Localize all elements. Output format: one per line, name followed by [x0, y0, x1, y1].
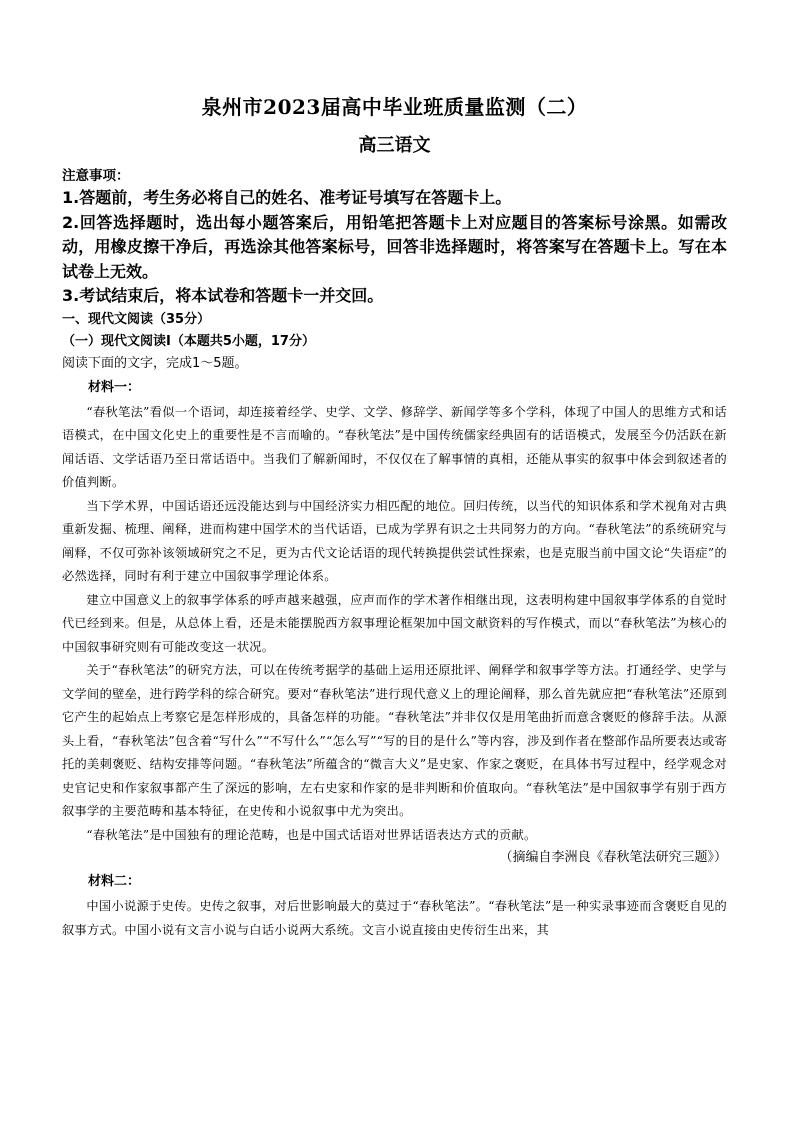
material-one-text [62, 401, 727, 848]
exam-page [62, 92, 727, 942]
notice-item: 1.答题前，考生务必将自己的姓名、准考证号填写在答题卡上。 [62, 188, 512, 207]
material-two-text [62, 895, 727, 942]
paragraph: “春秋笔法”是中国独有的理论范畴，也是中国式话语对世界话语表达方式的贡献。 [86, 827, 537, 842]
material-one-label: 材料一： [88, 379, 141, 395]
exam-subject: 高三语文 [358, 135, 431, 156]
reading-instruction: 阅读下面的文字，完成1～5题。 [62, 355, 248, 371]
notice-block [62, 166, 727, 309]
material-one-source: （摘编自李洲良《春秋笔法研究三题》） [499, 850, 727, 865]
paragraph: “春秋笔法”看似一个语词，却连接着经学、史学、文学、修辞学、新闻学等多个学科，体现了中国人的思维方式和话语模式，在中国文化史上的重要性是不言而喻的。“春秋笔法”是中国传统儒家经典固有的话语模式，发展至今仍活跃在新闻话语、文学话语乃至日常话语中。当我们了解新闻时，不仅仅在了解事情的真相，还能从事实的叙事中体会到叙述者的价值判断。 [62, 404, 727, 489]
material-two-label: 材料二： [88, 874, 141, 889]
paragraph: 建立中国意义上的叙事学体系的呼声越来越强，应声而作的学术著作相继出现，这表明构建中国叙事学体系的自觉时代已经到来。但是，从总体上看，还是未能摆脱西方叙事理论框架加中国文献资料的写作模式，而以“春秋笔法”为核心的中国叙事研究则有可能改变这一状况。 [62, 592, 727, 654]
paragraph: 中国小说源于史传。史传之叙事，对后世影响最大的莫过于“春秋笔法”。“春秋笔法”是一种实录事迹而含褒贬自见的叙事方式。中国小说有文言小说与白话小说两大系统。文言小说直接由史传衍生出来，其 [62, 899, 727, 937]
notice-item: 2.回答选择题时，选出每小题答案后，用铅笔把答题卡上对应题目的答案标号涂黑。如需改动，用橡皮擦干净后，再选涂其他答案标号，回答非选择题时，将答案写在答题卡上。写在本试卷上无效。 [62, 212, 727, 281]
notice-item: 3.考试结束后，将本试卷和答题卡一并交回。 [62, 286, 384, 305]
paragraph: 关于“春秋笔法”的研究方法，可以在传统考据学的基础上运用还原批评、阐释学和叙事学等方法。打通经学、史学与文学间的壁垒，进行跨学科的综合研究。要对“春秋笔法”进行现代意义上的理论阐释，那么首先就应把“春秋笔法”还原到它产生的起始点上考察它是怎样形成的，具备怎样的功能。“春秋笔法”并非仅仅是用笔曲折而意含褒贬的修辞手法。从源头上看，“春秋笔法”包含着“写什么”“不写什么”“怎么写”“写的目的是什么”等内容，涉及到作者在整部作品所要表达或寄托的美刺褒贬、结构安排等问题。“春秋笔法”所蕴含的“微言大义”是史家、作家之褒贬，在具体书写过程中，经学观念对史官记史和作家叙事都产生了深远的影响，左右史家和作家的是非判断和价值取向。“春秋笔法”是中国叙事学有别于西方叙事学的主要范畴和基本特征，在史传和小说叙事中尤为突出。 [62, 663, 727, 818]
section-subheading: （一）现代文阅读Ⅰ（本题共5小题，17分） [62, 333, 315, 349]
paragraph: 当下学术界，中国话语还远没能达到与中国经济实力相匹配的地位。回归传统，以当代的知识体系和学术视角对古典重新发掘、梳理、阐释，进而构建中国学术的当代话语，已成为学界有识之士共同努力的方向。“春秋笔法”的系统研究与阐释，不仅可弥补该领域研究之不足，更为古代文论话语的现代转换提供尝试性探索，也是克服当前中国文论“失语症”的必然选择，同时有利于建立中国叙事学理论体系。 [62, 498, 727, 583]
section-heading: 一、现代文阅读（35分） [62, 311, 211, 327]
exam-title: 泉州市2023届高中毕业班质量监测（二） [201, 95, 588, 119]
notice-heading: 注意事项： [62, 168, 130, 184]
